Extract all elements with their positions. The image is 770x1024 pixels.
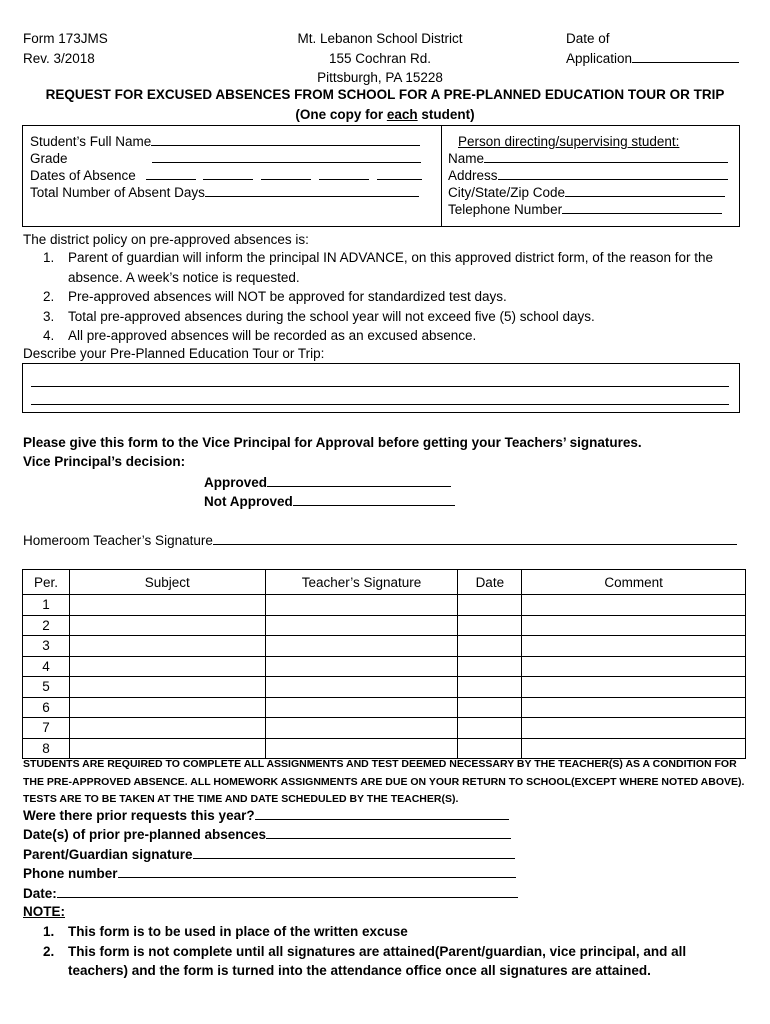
date-field-3[interactable]	[261, 167, 311, 180]
student-name-field[interactable]	[151, 133, 420, 146]
policy-num: 1.	[43, 250, 55, 265]
date-cell[interactable]	[458, 697, 522, 718]
policy-num: 2.	[43, 289, 55, 304]
policy-num: 3.	[43, 308, 55, 324]
signature-cell[interactable]	[265, 656, 458, 677]
policy-item	[23, 248, 743, 287]
total-days-field[interactable]	[205, 184, 419, 197]
student-info-box	[22, 125, 740, 227]
table-row	[23, 636, 746, 657]
homeroom-signature-field[interactable]	[213, 532, 737, 545]
date-cell[interactable]	[458, 718, 522, 739]
signature-cell[interactable]	[265, 615, 458, 636]
not-approved-label: Not Approved	[204, 494, 293, 509]
phone-label: Phone number	[23, 866, 118, 881]
signature-cell[interactable]	[265, 677, 458, 698]
note-text: This form is to be used in place of the written excuse	[68, 924, 408, 939]
comment-cell[interactable]	[522, 656, 746, 677]
vp-decision-label: Vice Principal’s decision:	[23, 454, 186, 469]
period-number: 6	[23, 697, 70, 718]
subtitle-emphasis: each	[386, 107, 418, 122]
district-name: Mt. Lebanon School District	[297, 31, 463, 46]
policy-item	[23, 287, 743, 307]
signature-cell[interactable]	[265, 595, 458, 616]
date-field-2[interactable]	[203, 167, 253, 180]
policy-item	[23, 307, 743, 327]
subject-cell[interactable]	[69, 697, 265, 718]
period-number: 5	[23, 677, 70, 698]
subject-cell[interactable]	[69, 718, 265, 739]
policy-list	[23, 248, 743, 346]
date-cell[interactable]	[458, 636, 522, 657]
parent-signature-row	[23, 846, 515, 862]
trip-description-box[interactable]	[22, 363, 740, 413]
policy-item	[23, 326, 743, 346]
period-number: 4	[23, 656, 70, 677]
policy-text: Pre-approved absences will NOT be approved for standardized test days.	[68, 289, 507, 304]
supervisor-name-field[interactable]	[484, 150, 728, 163]
vp-instruction: Please give this form to the Vice Principal for Approval before getting your Teachers’ signatures.	[23, 435, 642, 450]
not-approved-row	[204, 493, 455, 509]
note-list	[23, 922, 743, 981]
date-cell[interactable]	[458, 656, 522, 677]
homeroom-row	[23, 532, 737, 548]
subject-cell[interactable]	[69, 677, 265, 698]
subject-cell[interactable]	[69, 656, 265, 677]
note-num: 1.	[43, 924, 55, 939]
policy-text: Parent of guardian will inform the principal IN ADVANCE, on this approved district form, of the reason for the absence. A week’s notice is requested.	[68, 250, 714, 285]
col-header-comment: Comment	[522, 570, 746, 595]
prior-requests-label: Were there prior requests this year?	[23, 808, 255, 823]
supervisor-name-label: Name	[448, 151, 485, 166]
form-revision: Rev. 3/2018	[23, 50, 95, 66]
total-days-label: Total Number of Absent Days	[30, 185, 205, 200]
prior-dates-field[interactable]	[266, 826, 511, 839]
date-cell[interactable]	[458, 615, 522, 636]
comment-cell[interactable]	[522, 636, 746, 657]
approved-row	[204, 474, 451, 490]
application-date-field[interactable]	[632, 50, 739, 63]
table-row	[23, 677, 746, 698]
describe-label: Describe your Pre-Planned Education Tour or Trip:	[23, 346, 325, 361]
note-text: This form is not complete until all signatures are attained(Parent/guardian, vice principal, and all teachers) and the form is turned into the attendance office once all signatures are attained.	[68, 943, 687, 978]
policy-text: Total pre-approved absences during the school year will not exceed five (5) school days.	[68, 308, 595, 324]
prior-requests-row	[23, 807, 509, 823]
form-subtitle	[0, 107, 770, 122]
info-divider	[441, 126, 442, 226]
comment-cell[interactable]	[522, 677, 746, 698]
district-address	[230, 29, 530, 88]
period-number: 7	[23, 718, 70, 739]
policy-intro: The district policy on pre-approved absences is:	[23, 232, 309, 247]
signature-cell[interactable]	[265, 697, 458, 718]
subtitle-post: student)	[417, 107, 475, 122]
not-approved-field[interactable]	[293, 493, 455, 506]
parent-signature-field[interactable]	[193, 846, 515, 859]
period-number: 2	[23, 615, 70, 636]
table-row	[23, 718, 746, 739]
phone-field[interactable]	[118, 865, 516, 878]
note-label: NOTE:	[23, 904, 65, 919]
date-field-5[interactable]	[377, 167, 422, 180]
supervisor-address-label: Address	[448, 168, 498, 183]
table-row	[23, 697, 746, 718]
description-line-1	[31, 386, 729, 387]
student-name-label: Student’s Full Name	[30, 134, 152, 149]
prior-dates-label: Date(s) of prior pre-planned absences	[23, 827, 267, 842]
col-header-signature: Teacher’s Signature	[265, 570, 458, 595]
period-number: 3	[23, 636, 70, 657]
comment-cell[interactable]	[522, 615, 746, 636]
district-street: 155 Cochran Rd.	[328, 50, 432, 66]
col-header-subject: Subject	[69, 570, 265, 595]
prior-requests-field[interactable]	[255, 807, 509, 820]
policy-num: 4.	[43, 328, 55, 343]
subtitle-pre: (One copy for	[295, 107, 387, 122]
table-row	[23, 656, 746, 677]
district-city: Pittsburgh, PA 15228	[317, 70, 443, 85]
supervisor-phone-label: Telephone Number	[448, 202, 563, 217]
supervisor-city-field[interactable]	[565, 184, 725, 197]
subject-cell[interactable]	[69, 636, 265, 657]
comment-cell[interactable]	[522, 697, 746, 718]
form-id	[23, 29, 108, 68]
col-header-period: Per.	[23, 570, 70, 595]
assignments-notice: STUDENTS ARE REQUIRED TO COMPLETE ALL ASSIGNMENTS AND TEST DEEMED NECESSARY BY THE TEACHER(S) AS A CONDITION FOR THE PRE-APPROVED ABSENCE. ALL HOMEWORK ASSIGNMENTS ARE DUE ON YOUR RETURN TO SCHOOL(EXCEPT WHERE NOTED ABOVE). TESTS ARE TO BE TAKEN AT THE TIME AND DATE SCHEDULED BY THE TEACHER(S).	[23, 758, 745, 805]
homeroom-label: Homeroom Teacher’s Signature	[23, 533, 213, 548]
date-field-1[interactable]	[146, 167, 196, 180]
parent-signature-label: Parent/Guardian signature	[23, 847, 193, 862]
approved-field[interactable]	[267, 474, 451, 487]
supervisor-heading: Person directing/supervising student:	[458, 134, 680, 149]
comment-cell[interactable]	[522, 718, 746, 739]
supervisor-city-label: City/State/Zip Code	[448, 185, 566, 200]
date-label: Date:	[23, 886, 57, 901]
col-header-date: Date	[458, 570, 522, 595]
note-num: 2.	[43, 943, 55, 959]
prior-dates-row	[23, 826, 511, 842]
period-number: 8	[23, 738, 70, 759]
phone-row	[23, 865, 516, 881]
dates-label: Dates of Absence	[30, 168, 136, 183]
date-label-2: Application	[566, 50, 633, 66]
subject-cell[interactable]	[69, 595, 265, 616]
period-number: 1	[23, 595, 70, 616]
policy-text: All pre-approved absences will be recorded as an excused absence.	[68, 328, 477, 343]
description-line-2	[31, 404, 729, 405]
note-item	[23, 942, 743, 981]
table-row	[23, 595, 746, 616]
date-row	[23, 885, 518, 901]
supervisor-address-field[interactable]	[498, 167, 728, 180]
grade-label: Grade	[30, 151, 68, 166]
date-cell[interactable]	[458, 595, 522, 616]
subject-cell[interactable]	[69, 615, 265, 636]
table-row	[23, 615, 746, 636]
grade-field[interactable]	[152, 150, 421, 163]
date-field-4[interactable]	[319, 167, 369, 180]
note-item	[23, 922, 743, 942]
date-cell[interactable]	[458, 677, 522, 698]
comment-cell[interactable]	[522, 595, 746, 616]
signature-cell[interactable]	[265, 636, 458, 657]
signature-cell[interactable]	[265, 718, 458, 739]
teacher-signature-table	[22, 569, 746, 759]
date-field[interactable]	[57, 885, 518, 898]
date-label-1: Date of	[566, 31, 610, 46]
supervisor-phone-field[interactable]	[562, 201, 722, 214]
form-title: REQUEST FOR EXCUSED ABSENCES FROM SCHOOL FOR A PRE-PLANNED EDUCATION TOUR OR TRIP	[45, 87, 725, 102]
approved-label: Approved	[204, 475, 268, 490]
form-number: Form 173JMS	[23, 31, 108, 46]
application-date	[566, 29, 739, 68]
